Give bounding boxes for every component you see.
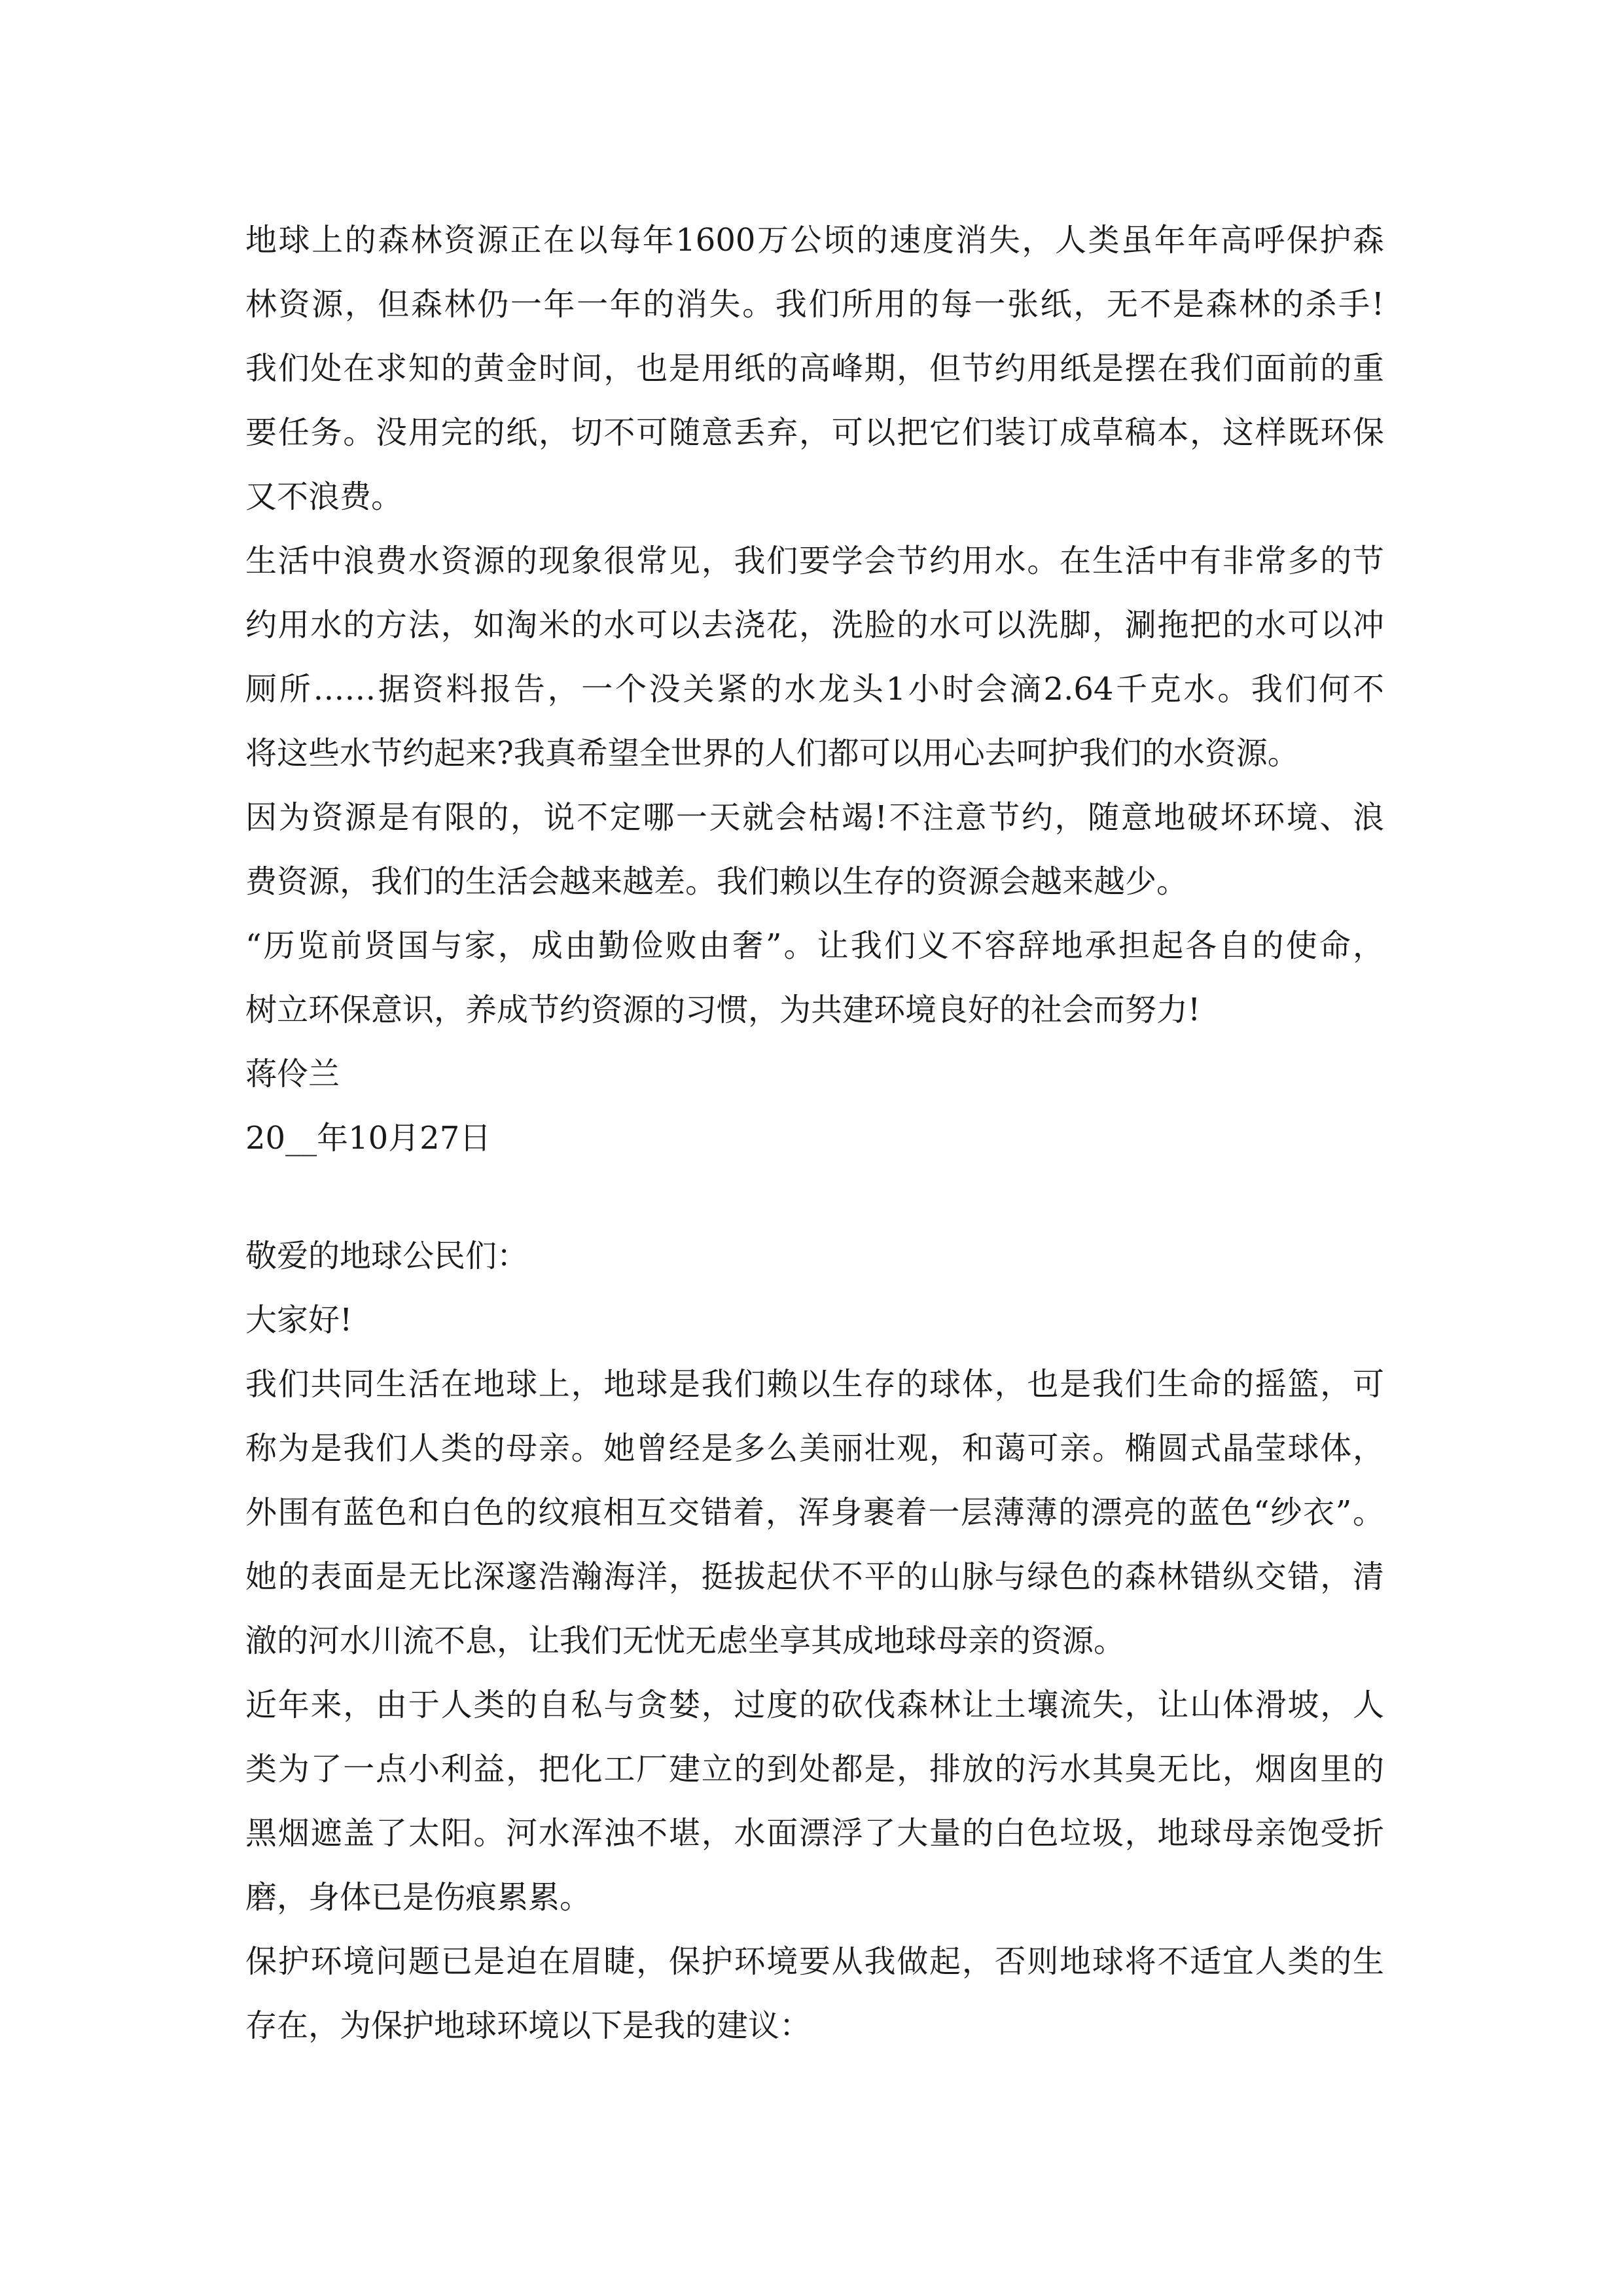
paragraph-line: 树立环保意识，养成节约资源的习惯，为共建环境良好的社会而努力! xyxy=(245,992,1201,1028)
paragraph-line: 存在，为保护地球环境以下是我的建议： xyxy=(245,2007,812,2044)
paragraph-line: 因为资源是有限的，说不定哪一天就会枯竭!不注意节约，随意地破坏环境、浪 xyxy=(245,799,1384,836)
paragraph-line: 厕所……据资料报告，一个没关紧的水龙头1小时会滴2.64千克水。我们何不 xyxy=(245,671,1384,708)
paragraph-line: 外围有蓝色和白色的纹痕相互交错着，浑身裹着一层薄薄的漂亮的蓝色“纱衣”。 xyxy=(245,1494,1384,1531)
section-forest-water-resources xyxy=(245,208,1384,1170)
paragraph-line: 生活中浪费水资源的现象很常见，我们要学会节约用水。在生活中有非常多的节 xyxy=(245,543,1384,579)
section-earth-letter xyxy=(245,1224,1384,2058)
paragraph-line: 她的表面是无比深邃浩瀚海洋，挺拔起伏不平的山脉与绿色的森林错纵交错，清 xyxy=(245,1558,1384,1595)
signature-date: 20__年10月27日 xyxy=(245,1120,491,1157)
paragraph-line: 类为了一点小利益，把化工厂建立的到处都是，排放的污水其臭无比，烟囱里的 xyxy=(245,1751,1384,1787)
paragraph-line: 要任务。没用完的纸，切不可随意丢弃，可以把它们装订成草稿本，这样既环保 xyxy=(245,414,1384,451)
paragraph-line: 我们共同生活在地球上，地球是我们赖以生存的球体，也是我们生命的摇篮，可 xyxy=(245,1366,1384,1403)
paragraph-line: 林资源，但森林仍一年一年的消失。我们所用的每一张纸，无不是森林的杀手! xyxy=(245,286,1384,323)
paragraph-line: 近年来，由于人类的自私与贪婪，过度的砍伐森林让土壤流失，让山体滑坡，人 xyxy=(245,1687,1384,1723)
paragraph-line: 保护环境问题已是迫在眉睫，保护环境要从我做起，否则地球将不适宜人类的生 xyxy=(245,1943,1384,1980)
paragraph-line: 约用水的方法，如淘米的水可以去浇花，洗脸的水可以洗脚，涮拖把的水可以冲 xyxy=(245,607,1384,643)
greeting: 大家好! xyxy=(245,1302,353,1338)
paragraph-line: 黑烟遮盖了太阳。河水浑浊不堪，水面漂浮了大量的白色垃圾，地球母亲饱受折 xyxy=(245,1815,1384,1852)
paragraph-line: 澈的河水川流不息，让我们无忧无虑坐享其成地球母亲的资源。 xyxy=(245,1623,1126,1659)
paragraph-line: 我们处在求知的黄金时间，也是用纸的高峰期，但节约用纸是摆在我们面前的重 xyxy=(245,350,1384,387)
paragraph-line: 将这些水节约起来?我真希望全世界的人们都可以用心去呵护我们的水资源。 xyxy=(245,735,1299,772)
paragraph-line: “历览前贤国与家，成由勤俭败由奢”。让我们义不容辞地承担起各自的使命， xyxy=(245,927,1384,964)
paragraph-line: 称为是我们人类的母亲。她曾经是多么美丽壮观，和蔼可亲。椭圆式晶莹球体， xyxy=(245,1430,1384,1467)
paragraph-line: 费资源，我们的生活会越来越差。我们赖以生存的资源会越来越少。 xyxy=(245,863,1188,900)
signature-name: 蒋伶兰 xyxy=(245,1056,340,1092)
paragraph-line: 又不浪费。 xyxy=(245,478,403,515)
salutation: 敬爱的地球公民们： xyxy=(245,1238,529,1274)
paragraph-line: 地球上的森林资源正在以每年1600万公顷的速度消失，人类虽年年高呼保护森 xyxy=(245,222,1384,259)
paragraph-line: 磨，身体已是伤痕累累。 xyxy=(245,1879,592,1916)
